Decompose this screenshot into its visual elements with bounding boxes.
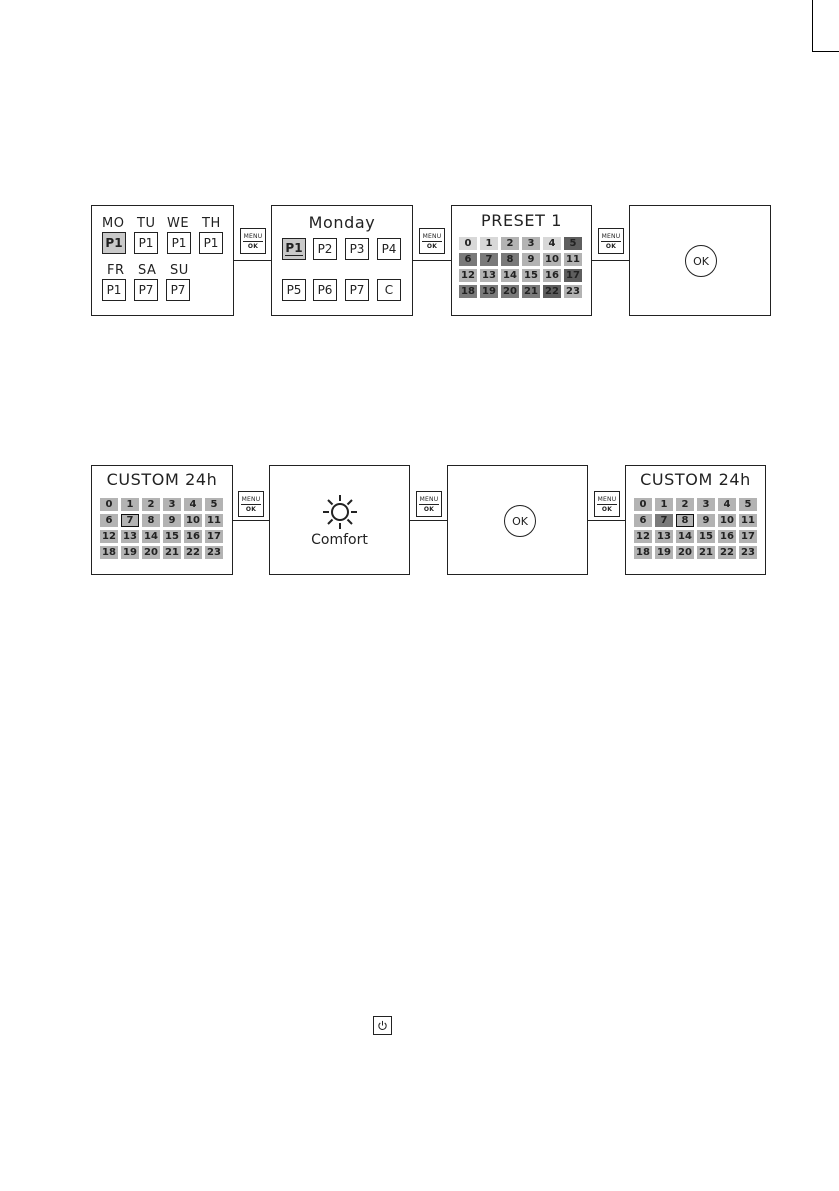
day-label-tu: TU bbox=[137, 216, 156, 231]
menu-label: MENU bbox=[601, 232, 621, 240]
preset-box-mo[interactable]: P1 bbox=[102, 232, 126, 254]
menu-ok-button[interactable] bbox=[238, 491, 264, 517]
hour-cell-15[interactable]: 15 bbox=[522, 269, 540, 282]
hour-cell-7[interactable]: 7 bbox=[121, 514, 139, 527]
confirm-screen bbox=[447, 465, 588, 575]
hour-cell-17[interactable]: 17 bbox=[739, 530, 757, 543]
crop-mark-horizontal bbox=[812, 51, 839, 52]
preset-box-sa[interactable]: P7 bbox=[134, 279, 158, 301]
hour-cell-17[interactable]: 17 bbox=[205, 530, 223, 543]
week-program-screen bbox=[91, 205, 234, 316]
hour-cell-23[interactable]: 23 bbox=[205, 546, 223, 559]
option-p6[interactable]: P6 bbox=[313, 279, 337, 301]
menu-ok-button[interactable] bbox=[240, 228, 266, 254]
hour-cell-0[interactable]: 0 bbox=[634, 498, 652, 511]
hour-cell-15[interactable]: 15 bbox=[163, 530, 181, 543]
hour-cell-10[interactable]: 10 bbox=[718, 514, 736, 527]
sun-icon bbox=[322, 494, 358, 530]
hour-cell-18[interactable]: 18 bbox=[634, 546, 652, 559]
hour-cell-14[interactable]: 14 bbox=[142, 530, 160, 543]
option-custom[interactable]: C bbox=[377, 279, 401, 301]
custom-24h-screen bbox=[625, 465, 766, 575]
day-label-su: SU bbox=[170, 263, 189, 278]
hour-cell-3[interactable]: 3 bbox=[697, 498, 715, 511]
hour-cell-11[interactable]: 11 bbox=[739, 514, 757, 527]
ok-label: OK bbox=[601, 505, 613, 513]
hour-cell-13[interactable]: 13 bbox=[121, 530, 139, 543]
hour-cell-23[interactable]: 23 bbox=[564, 285, 582, 298]
hour-grid bbox=[100, 498, 223, 559]
menu-ok-button[interactable] bbox=[416, 491, 442, 517]
hour-cell-19[interactable]: 19 bbox=[121, 546, 139, 559]
hour-cell-19[interactable]: 19 bbox=[480, 285, 498, 298]
hour-cell-3[interactable]: 3 bbox=[522, 237, 540, 250]
hour-cell-4[interactable]: 4 bbox=[543, 237, 561, 250]
hour-cell-1[interactable]: 1 bbox=[480, 237, 498, 250]
day-label-sa: SA bbox=[138, 263, 157, 278]
hour-cell-12[interactable]: 12 bbox=[100, 530, 118, 543]
screen-title: CUSTOM 24h bbox=[106, 470, 218, 489]
hour-cell-8[interactable]: 8 bbox=[676, 514, 694, 527]
hour-cell-2[interactable]: 2 bbox=[676, 498, 694, 511]
hour-cell-16[interactable]: 16 bbox=[718, 530, 736, 543]
hour-cell-9[interactable]: 9 bbox=[163, 514, 181, 527]
hour-cell-8[interactable]: 8 bbox=[142, 514, 160, 527]
hour-cell-13[interactable]: 13 bbox=[480, 269, 498, 282]
ok-label: OK bbox=[245, 505, 257, 513]
screen-title: PRESET 1 bbox=[481, 211, 562, 230]
option-label: P1 bbox=[285, 241, 303, 255]
hour-cell-5[interactable]: 5 bbox=[205, 498, 223, 511]
hour-cell-22[interactable]: 22 bbox=[718, 546, 736, 559]
hour-cell-21[interactable]: 21 bbox=[163, 546, 181, 559]
hour-cell-12[interactable]: 12 bbox=[634, 530, 652, 543]
hour-cell-23[interactable]: 23 bbox=[739, 546, 757, 559]
mode-label: Comfort bbox=[311, 532, 368, 548]
connector-line bbox=[233, 260, 271, 261]
day-label-we: WE bbox=[167, 216, 190, 231]
option-p1[interactable] bbox=[282, 238, 306, 260]
day-label-th: TH bbox=[202, 216, 221, 231]
ok-label: OK bbox=[247, 242, 259, 250]
hour-cell-4[interactable]: 4 bbox=[184, 498, 202, 511]
ok-label: OK bbox=[605, 242, 617, 250]
hour-cell-9[interactable]: 9 bbox=[522, 253, 540, 266]
hour-cell-11[interactable]: 11 bbox=[205, 514, 223, 527]
hour-cell-5[interactable]: 5 bbox=[739, 498, 757, 511]
day-preset-screen bbox=[271, 205, 413, 316]
custom-24h-screen bbox=[91, 465, 233, 575]
option-p2[interactable]: P2 bbox=[313, 238, 337, 260]
power-button[interactable] bbox=[373, 1016, 392, 1035]
hour-cell-2[interactable]: 2 bbox=[501, 237, 519, 250]
hour-cell-5[interactable]: 5 bbox=[564, 237, 582, 250]
hour-cell-8[interactable]: 8 bbox=[501, 253, 519, 266]
option-p5[interactable]: P5 bbox=[282, 279, 306, 301]
day-label-fr: FR bbox=[107, 263, 125, 278]
hour-cell-17[interactable]: 17 bbox=[564, 269, 582, 282]
connector-line bbox=[591, 260, 629, 261]
hour-cell-22[interactable]: 22 bbox=[184, 546, 202, 559]
comfort-mode-screen bbox=[269, 465, 410, 575]
menu-label: MENU bbox=[597, 495, 617, 503]
hour-cell-4[interactable]: 4 bbox=[718, 498, 736, 511]
hour-cell-1[interactable]: 1 bbox=[655, 498, 673, 511]
preset-box-su[interactable]: P7 bbox=[166, 279, 190, 301]
hour-cell-6[interactable]: 6 bbox=[634, 514, 652, 527]
ok-label: OK bbox=[426, 242, 438, 250]
hour-cell-20[interactable]: 20 bbox=[676, 546, 694, 559]
confirm-screen bbox=[629, 205, 771, 316]
hour-cell-7[interactable]: 7 bbox=[655, 514, 673, 527]
hour-cell-16[interactable]: 16 bbox=[184, 530, 202, 543]
hour-cell-14[interactable]: 14 bbox=[501, 269, 519, 282]
hour-cell-14[interactable]: 14 bbox=[676, 530, 694, 543]
hour-cell-2[interactable]: 2 bbox=[142, 498, 160, 511]
crop-mark-vertical bbox=[812, 0, 813, 52]
menu-ok-button[interactable] bbox=[419, 228, 445, 254]
ok-label: OK bbox=[423, 505, 435, 513]
hour-cell-22[interactable]: 22 bbox=[543, 285, 561, 298]
preset-box-we[interactable]: P1 bbox=[167, 232, 191, 254]
hour-grid bbox=[634, 498, 757, 559]
hour-cell-18[interactable]: 18 bbox=[459, 285, 477, 298]
hour-cell-21[interactable]: 21 bbox=[697, 546, 715, 559]
menu-label: MENU bbox=[241, 495, 261, 503]
hour-cell-0[interactable]: 0 bbox=[459, 237, 477, 250]
hour-cell-0[interactable]: 0 bbox=[100, 498, 118, 511]
hour-cell-16[interactable]: 16 bbox=[543, 269, 561, 282]
menu-label: MENU bbox=[419, 495, 439, 503]
hour-cell-7[interactable]: 7 bbox=[480, 253, 498, 266]
menu-label: MENU bbox=[422, 232, 442, 240]
preset-box-fr[interactable]: P1 bbox=[102, 279, 126, 301]
hour-cell-20[interactable]: 20 bbox=[142, 546, 160, 559]
hour-cell-3[interactable]: 3 bbox=[163, 498, 181, 511]
ok-button[interactable]: OK bbox=[504, 505, 536, 537]
power-icon bbox=[377, 1020, 388, 1031]
hour-cell-10[interactable]: 10 bbox=[543, 253, 561, 266]
ok-button[interactable]: OK bbox=[685, 245, 717, 277]
hour-cell-18[interactable]: 18 bbox=[100, 546, 118, 559]
option-p4[interactable]: P4 bbox=[377, 238, 401, 260]
connector-line bbox=[233, 520, 270, 521]
hour-grid bbox=[459, 237, 582, 298]
menu-ok-button[interactable] bbox=[594, 491, 620, 517]
menu-ok-button[interactable] bbox=[598, 228, 624, 254]
day-label-mo: MO bbox=[102, 216, 125, 231]
screen-title: Monday bbox=[308, 213, 376, 232]
menu-label: MENU bbox=[243, 232, 263, 240]
screen-title: CUSTOM 24h bbox=[640, 470, 751, 489]
hour-cell-12[interactable]: 12 bbox=[459, 269, 477, 282]
connector-line bbox=[587, 520, 625, 521]
connector-line bbox=[409, 520, 447, 521]
hour-cell-20[interactable]: 20 bbox=[501, 285, 519, 298]
hour-cell-6[interactable]: 6 bbox=[100, 514, 118, 527]
option-p7[interactable]: P7 bbox=[345, 279, 369, 301]
hour-cell-13[interactable]: 13 bbox=[655, 530, 673, 543]
connector-line bbox=[413, 260, 451, 261]
hour-cell-15[interactable]: 15 bbox=[697, 530, 715, 543]
hour-cell-11[interactable]: 11 bbox=[564, 253, 582, 266]
hour-cell-21[interactable]: 21 bbox=[522, 285, 540, 298]
preset-1-screen bbox=[451, 205, 592, 316]
hour-cell-6[interactable]: 6 bbox=[459, 253, 477, 266]
hour-cell-19[interactable]: 19 bbox=[655, 546, 673, 559]
option-p3[interactable]: P3 bbox=[345, 238, 369, 260]
hour-cell-10[interactable]: 10 bbox=[184, 514, 202, 527]
preset-box-tu[interactable]: P1 bbox=[134, 232, 158, 254]
hour-cell-9[interactable]: 9 bbox=[697, 514, 715, 527]
preset-box-th[interactable]: P1 bbox=[199, 232, 223, 254]
hour-cell-1[interactable]: 1 bbox=[121, 498, 139, 511]
